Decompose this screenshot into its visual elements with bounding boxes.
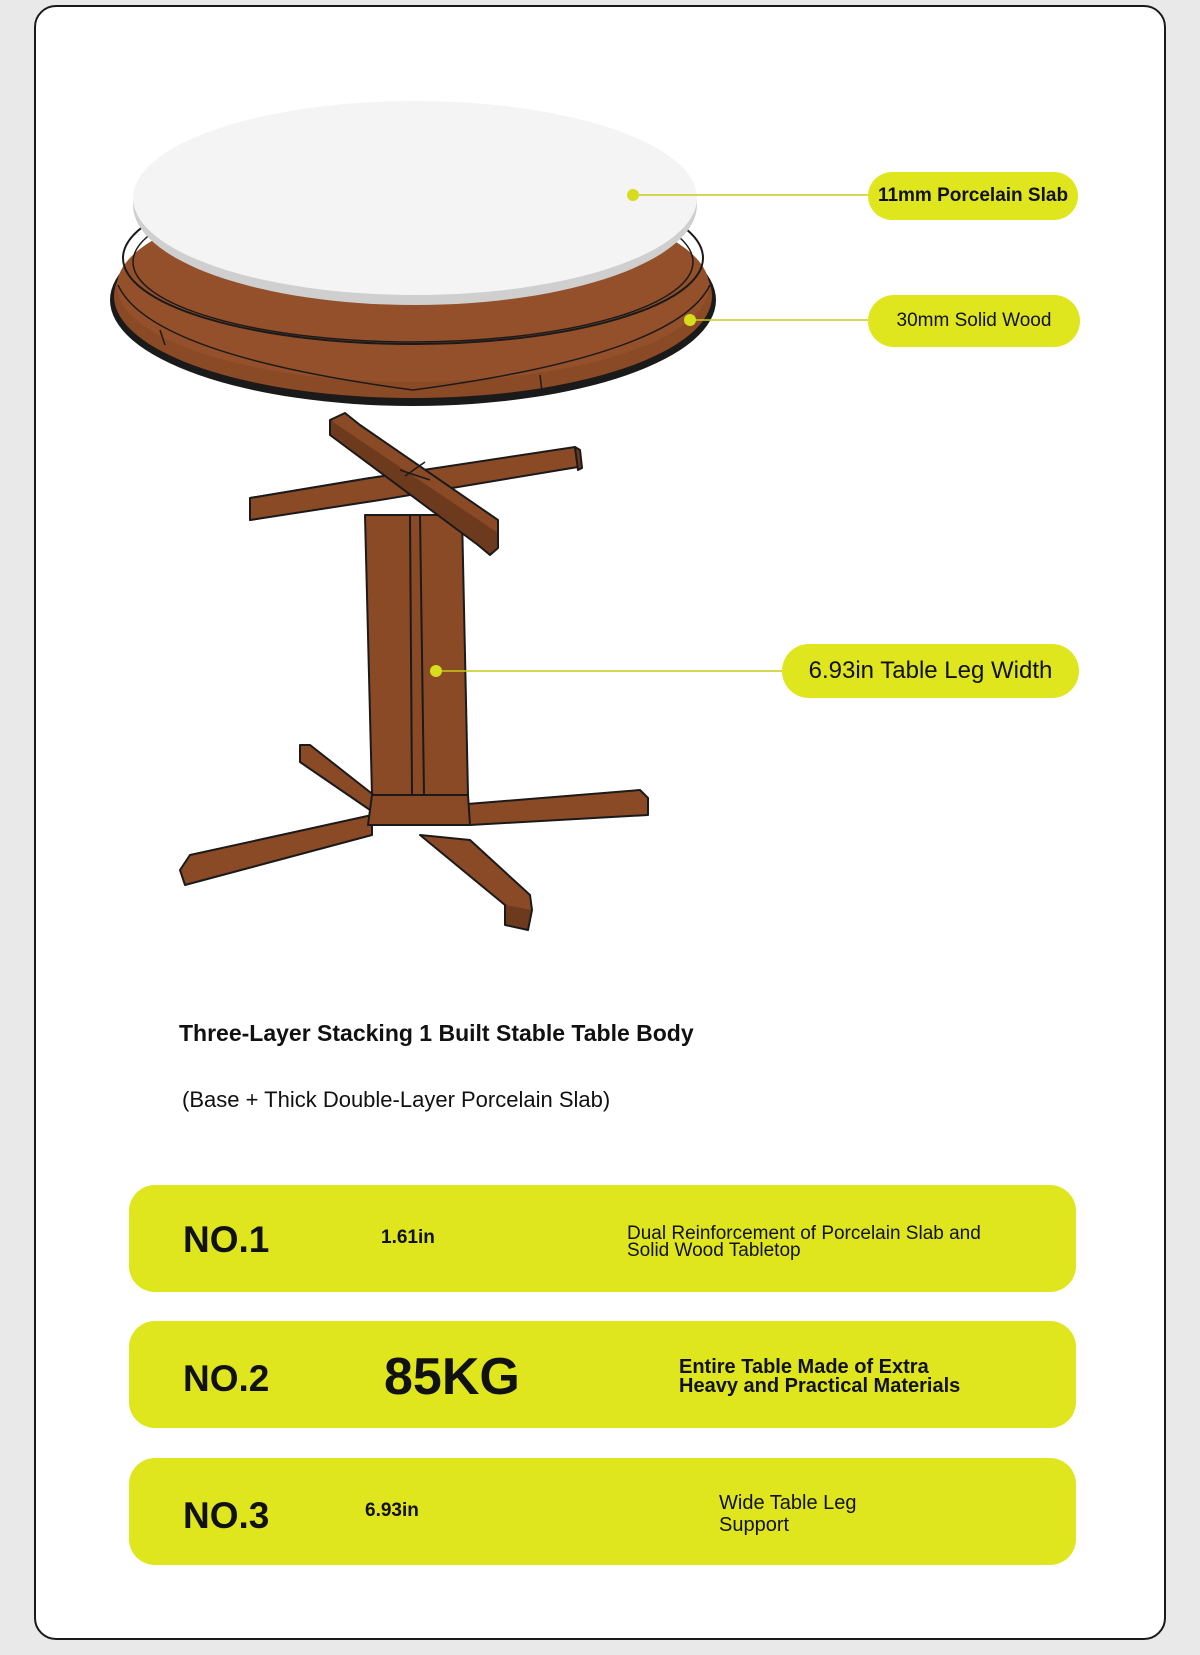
feature-description-line: Dual Reinforcement of Porcelain Slab and [627,1223,981,1244]
feature-description [627,1225,1007,1259]
feature-bar-2 [129,1321,1076,1428]
feature-description-line: Solid Wood Tabletop [627,1240,801,1261]
section-title: Three-Layer Stacking 1 Built Stable Table Body [179,1020,694,1046]
feature-description [719,1492,919,1536]
feature-description-line: Heavy and Practical Materials [679,1375,961,1397]
feature-value: 85KG [384,1348,520,1406]
feature-value: 1.61in [381,1227,435,1248]
feature-number: NO.3 [183,1495,270,1536]
feature-description [679,1358,979,1396]
porcelain-slab [133,101,697,305]
feature-bar-3 [129,1458,1076,1565]
feature-value: 6.93in [365,1500,419,1521]
feature-number: NO.1 [183,1219,270,1260]
feature-description-line: Entire Table Made of Extra [679,1356,929,1378]
callout-solid-wood: 30mm Solid Wood [868,295,1080,347]
callout-porcelain-slab: 11mm Porcelain Slab [868,172,1078,220]
feature-description-line: Support [719,1514,790,1536]
feature-description-line: Wide Table Leg [719,1492,857,1514]
callout-leg-width: 6.93in Table Leg Width [782,644,1079,698]
feature-number: NO.2 [183,1358,270,1399]
section-subtitle: (Base + Thick Double-Layer Porcelain Slab) [182,1087,611,1112]
feature-bar-1 [129,1185,1076,1292]
